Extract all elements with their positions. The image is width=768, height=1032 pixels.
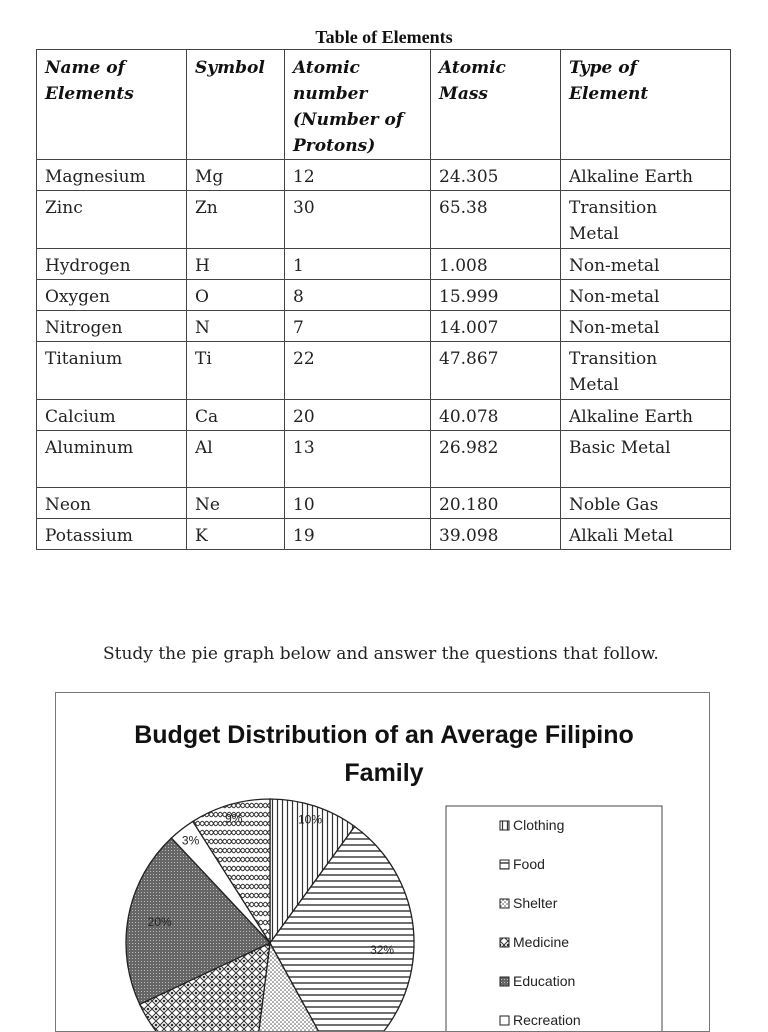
chart-legend [446,806,662,1032]
cell-atomic-number: 8 [285,280,431,311]
cell-element-type [561,280,731,311]
cell-atomic-mass: 24.305 [431,160,561,191]
header-line: Name of [45,55,178,81]
header-symbol [187,50,285,160]
table-row [37,191,731,249]
cell-atomic-number: 13 [285,431,431,488]
legend-swatch [500,821,509,830]
table-header-row [37,50,731,160]
header-type [561,50,731,160]
header-line: Atomic [439,55,552,81]
cell-type-line: Non-metal [569,315,722,341]
cell-symbol: N [187,311,285,342]
cell-type-line: Metal [569,372,722,398]
header-name [37,50,187,160]
cell-element-name: Zinc [37,191,187,249]
pie-data-label: 3% [182,834,200,848]
cell-atomic-mass: 26.982 [431,431,561,488]
header-line: Protons) [293,133,422,159]
cell-atomic-number: 7 [285,311,431,342]
header-atomic-mass [431,50,561,160]
cell-symbol: Zn [187,191,285,249]
legend-label: Recreation [513,1012,581,1028]
cell-element-name: Nitrogen [37,311,187,342]
cell-atomic-mass: 1.008 [431,249,561,280]
cell-symbol: Al [187,431,285,488]
table-row [37,488,731,519]
cell-symbol: Ne [187,488,285,519]
header-line: Mass [439,81,552,107]
cell-atomic-number: 1 [285,249,431,280]
cell-atomic-mass: 65.38 [431,191,561,249]
cell-type-line: Transition [569,195,722,221]
cell-type-line: Transition [569,346,722,372]
table-row [37,311,731,342]
cell-atomic-mass: 39.098 [431,519,561,550]
cell-element-type [561,342,731,400]
cell-element-name: Neon [37,488,187,519]
pie-data-label: 20% [148,915,172,929]
cell-element-type [561,249,731,280]
table-row [37,249,731,280]
pie-data-label: 10% [298,813,322,827]
legend-label: Food [513,856,545,872]
cell-symbol: O [187,280,285,311]
header-line: Atomic [293,55,422,81]
header-line: (Number of [293,107,422,133]
table-body [37,160,731,550]
cell-type-line: Metal [569,221,722,247]
pie-data-label: 32% [370,943,394,957]
cell-atomic-mass: 15.999 [431,280,561,311]
cell-element-name: Titanium [37,342,187,400]
cell-element-name: Aluminum [37,431,187,488]
cell-type-line: Noble Gas [569,492,722,518]
cell-element-type [561,431,731,488]
table-row [37,519,731,550]
cell-symbol: Ca [187,400,285,431]
cell-symbol: Ti [187,342,285,400]
pie-chart-panel [55,692,710,1032]
header-line: Element [569,81,722,107]
table-row [37,160,731,191]
cell-symbol: H [187,249,285,280]
instruction-text: Study the pie graph below and answer the questions that follow. [103,644,659,664]
chart-title-line: Family [344,759,423,787]
cell-atomic-number: 30 [285,191,431,249]
table-title: Table of Elements [0,27,768,48]
cell-atomic-mass: 20.180 [431,488,561,519]
cell-symbol: Mg [187,160,285,191]
legend-label: Education [513,973,575,989]
cell-atomic-number: 12 [285,160,431,191]
cell-atomic-number: 20 [285,400,431,431]
legend-swatch [500,860,509,869]
legend-label: Clothing [513,817,564,833]
cell-element-name: Hydrogen [37,249,187,280]
cell-type-line: Alkaline Earth [569,164,722,190]
cell-atomic-number: 19 [285,519,431,550]
legend-swatch [500,938,509,947]
cell-element-type [561,400,731,431]
cell-type-line: Basic Metal [569,435,722,461]
header-atomic-number [285,50,431,160]
cell-atomic-mass: 14.007 [431,311,561,342]
cell-element-name: Potassium [37,519,187,550]
table-row [37,400,731,431]
cell-element-name: Oxygen [37,280,187,311]
legend-swatch [500,899,509,908]
cell-element-name: Magnesium [37,160,187,191]
pie-chart [56,693,710,1032]
cell-element-type [561,191,731,249]
cell-atomic-mass: 40.078 [431,400,561,431]
cell-element-type [561,160,731,191]
chart-title-line: Budget Distribution of an Average Filipino [134,721,634,749]
cell-element-type [561,311,731,342]
elements-table [36,49,731,550]
legend-label: Medicine [513,934,569,950]
table-row [37,342,731,400]
cell-atomic-number: 10 [285,488,431,519]
legend-swatch [500,977,509,986]
legend-label: Shelter [513,895,558,911]
cell-element-type [561,519,731,550]
cell-type-line: Alkali Metal [569,523,722,549]
cell-element-name: Calcium [37,400,187,431]
cell-type-line: Non-metal [569,253,722,279]
cell-type-line: Alkaline Earth [569,404,722,430]
cell-atomic-number: 22 [285,342,431,400]
header-line: Elements [45,81,178,107]
pie-data-label: 9% [225,812,243,826]
header-line: number [293,81,422,107]
header-line: Symbol [195,55,276,81]
cell-element-type [561,488,731,519]
header-line: Type of [569,55,722,81]
cell-type-line: Non-metal [569,284,722,310]
table-row [37,280,731,311]
cell-symbol: K [187,519,285,550]
cell-atomic-mass: 47.867 [431,342,561,400]
table-row [37,431,731,488]
